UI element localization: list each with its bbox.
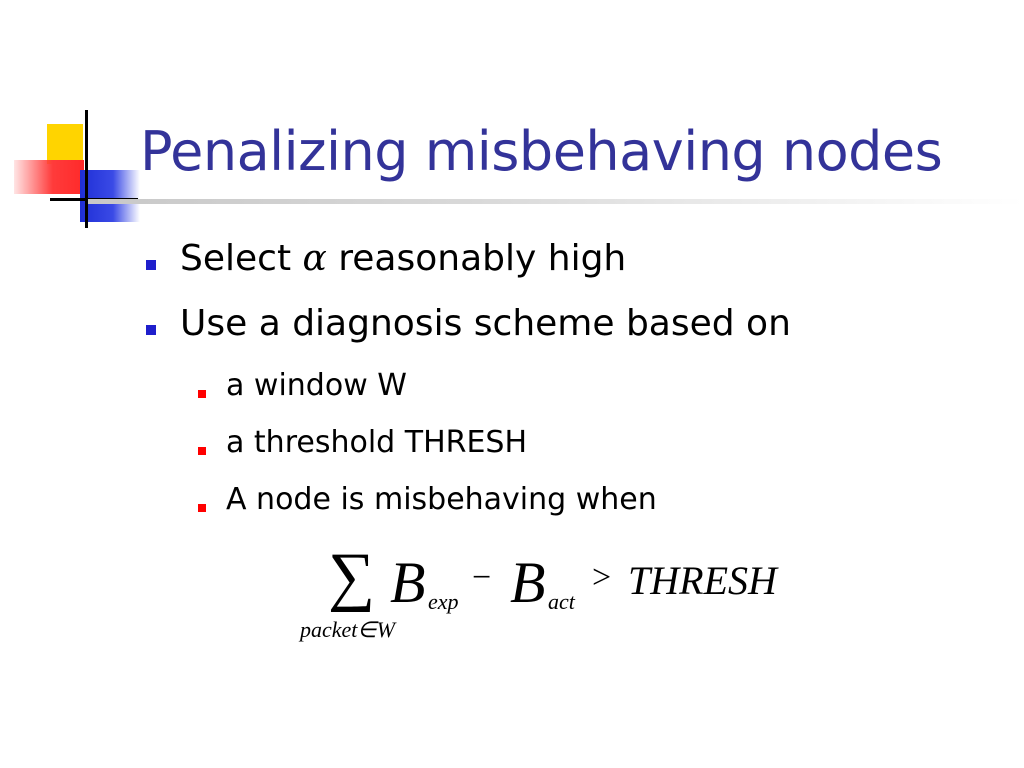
formula-minus: −: [472, 559, 492, 596]
subbullet-item-3: A node is misbehaving when: [226, 482, 657, 517]
misbehavior-formula: [300, 540, 820, 655]
bullet-item-2: Use a diagnosis scheme based on: [180, 303, 791, 344]
bullet-item-1: [180, 238, 626, 279]
formula-threshold: THRESH: [628, 558, 777, 603]
formula-subscript-exp: exp: [428, 589, 459, 614]
title-underline: [88, 199, 1024, 204]
summation-subscript: packet∈W: [300, 617, 395, 642]
formula-term-b-exp: B: [390, 550, 426, 615]
bullet-marker: [146, 260, 156, 270]
subbullet-marker: [198, 447, 206, 455]
alpha-symbol: α: [302, 238, 327, 279]
formula-subscript-act: act: [548, 589, 575, 614]
subbullet-item-1: a window W: [226, 368, 407, 403]
formula-greater-than: >: [592, 559, 612, 596]
summation-symbol: ∑: [328, 540, 376, 613]
logo-vertical-line: [85, 110, 88, 228]
bullet-text-pre: Select: [180, 238, 303, 279]
bullet-marker: [146, 325, 156, 335]
subbullet-marker: [198, 504, 206, 512]
formula-term-b-act: B: [510, 550, 546, 615]
subbullet-item-2: a threshold THRESH: [226, 425, 528, 460]
logo-blue-square: [80, 170, 140, 222]
bullet-text-post: reasonably high: [326, 238, 627, 279]
slide-title: Penalizing misbehaving nodes: [140, 120, 943, 183]
logo-red-square: [14, 160, 84, 194]
subbullet-marker: [198, 390, 206, 398]
slide-logo-graphic: [0, 0, 160, 240]
logo-yellow-square: [47, 124, 83, 164]
